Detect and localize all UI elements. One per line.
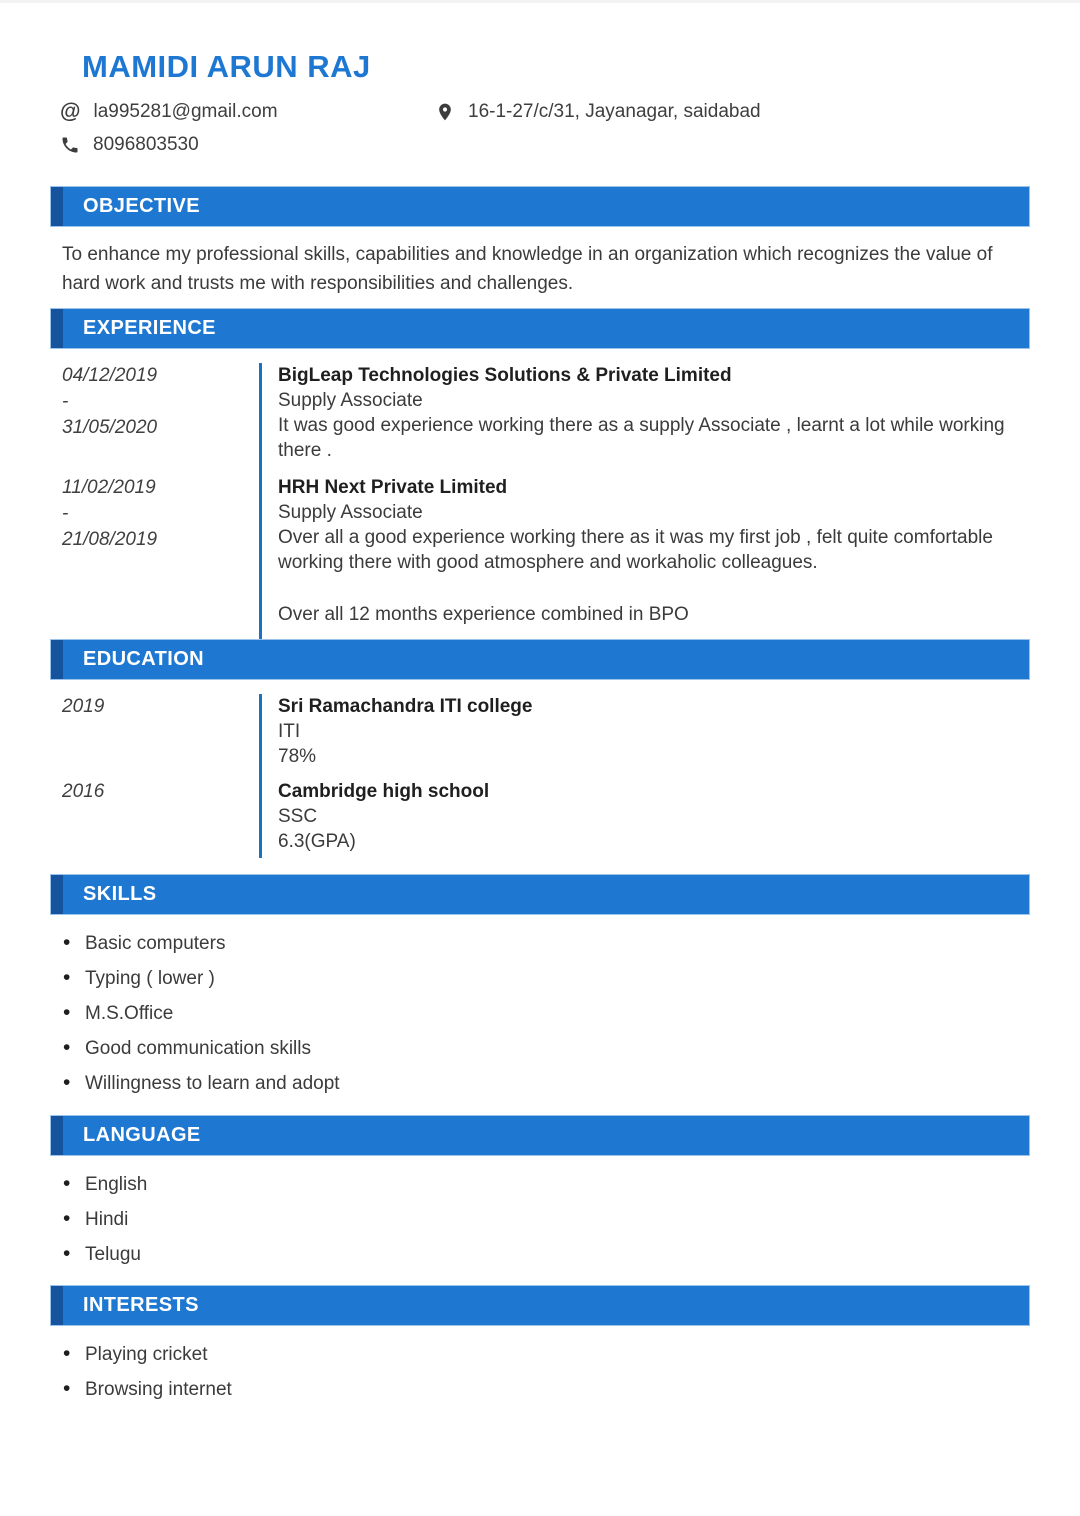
education-entry bbox=[50, 779, 1030, 858]
address-text: 16-1-27/c/31, Jayanagar, saidabad bbox=[468, 101, 761, 122]
company-name: HRH Next Private Limited bbox=[278, 477, 508, 498]
job-title: Supply Associate bbox=[278, 390, 423, 411]
contact-row bbox=[60, 99, 1030, 125]
education-year: 2019 bbox=[62, 696, 105, 717]
skill-item: • Good communication skills bbox=[62, 1038, 1030, 1060]
experience-entry bbox=[50, 363, 1030, 475]
at-icon: @ bbox=[60, 100, 81, 123]
experience-entry bbox=[50, 475, 1030, 639]
experience-summary: Over all 12 months experience combined in BPO bbox=[278, 604, 689, 625]
school-name: Sri Ramachandra ITI college bbox=[278, 696, 533, 717]
section-header-language bbox=[50, 1115, 1030, 1156]
interest-item: • Browsing internet bbox=[62, 1379, 1030, 1401]
date-from: 11/02/2019 bbox=[62, 477, 156, 498]
job-description: Over all a good experience working there as it was my first job , felt quite comfortable working there with good atmosphere and workaholic colleagues. bbox=[278, 527, 993, 573]
entry-details bbox=[259, 694, 1030, 779]
date-to: 31/05/2020 bbox=[62, 417, 158, 438]
company-name: BigLeap Technologies Solutions & Private Limited bbox=[278, 365, 732, 386]
language-item: • English bbox=[62, 1174, 1030, 1196]
job-description: It was good experience working there as a supply Associate , learnt a lot while working there . bbox=[278, 415, 1005, 461]
email-text: la995281@gmail.com bbox=[93, 101, 278, 122]
section-title: EXPERIENCE bbox=[83, 317, 216, 339]
date-separator: - bbox=[62, 391, 69, 412]
education-body bbox=[50, 694, 1030, 858]
date-to: 21/08/2019 bbox=[62, 529, 158, 550]
skill-item: • Willingness to learn and adopt bbox=[62, 1073, 1030, 1095]
date-from: 04/12/2019 bbox=[62, 365, 158, 386]
contact-block bbox=[60, 99, 1030, 158]
contact-email bbox=[60, 99, 435, 125]
language-list bbox=[62, 1174, 1030, 1266]
job-title: Supply Associate bbox=[278, 502, 423, 523]
section-title: SKILLS bbox=[83, 883, 157, 905]
page-top-divider bbox=[0, 0, 1080, 3]
phone-icon bbox=[60, 135, 80, 155]
contact-address bbox=[435, 99, 761, 125]
section-title: EDUCATION bbox=[83, 648, 205, 670]
date-separator: - bbox=[62, 503, 69, 524]
skills-list bbox=[62, 933, 1030, 1095]
education-entry bbox=[50, 694, 1030, 779]
skill-item: • Typing ( lower ) bbox=[62, 968, 1030, 990]
skill-item: • Basic computers bbox=[62, 933, 1030, 955]
section-title: INTERESTS bbox=[83, 1294, 199, 1316]
section-title: OBJECTIVE bbox=[83, 195, 200, 217]
school-name: Cambridge high school bbox=[278, 781, 490, 802]
section-title: LANGUAGE bbox=[83, 1124, 201, 1146]
education-year: 2016 bbox=[62, 781, 105, 802]
section-header-interests bbox=[50, 1285, 1030, 1326]
score: 6.3(GPA) bbox=[278, 831, 356, 852]
entry-details bbox=[259, 363, 1030, 475]
language-item: • Hindi bbox=[62, 1209, 1030, 1231]
degree: ITI bbox=[278, 721, 301, 742]
objective-text: To enhance my professional skills, capabilities and knowledge in an organization which recognizes the value of hard work and trusts me with responsibilities and challenges. bbox=[62, 244, 993, 294]
section-header-skills bbox=[50, 874, 1030, 915]
degree: SSC bbox=[278, 806, 318, 827]
contact-phone bbox=[60, 132, 199, 158]
score: 78% bbox=[278, 746, 317, 767]
page-title: MAMIDI ARUN RAJ bbox=[82, 49, 371, 84]
section-header-objective bbox=[50, 186, 1030, 227]
language-item: • Telugu bbox=[62, 1244, 1030, 1266]
entry-details bbox=[259, 779, 1030, 858]
entry-dates bbox=[50, 363, 259, 475]
experience-body bbox=[50, 363, 1030, 639]
section-header-education bbox=[50, 639, 1030, 680]
entry-details bbox=[259, 475, 1030, 639]
location-pin-icon bbox=[435, 102, 455, 122]
interests-list bbox=[62, 1344, 1030, 1401]
entry-dates bbox=[50, 475, 259, 639]
section-header-experience bbox=[50, 308, 1030, 349]
interest-item: • Playing cricket bbox=[62, 1344, 1030, 1366]
contact-row bbox=[60, 132, 1030, 158]
phone-text: 8096803530 bbox=[93, 134, 199, 155]
skill-item: • M.S.Office bbox=[62, 1003, 1030, 1025]
